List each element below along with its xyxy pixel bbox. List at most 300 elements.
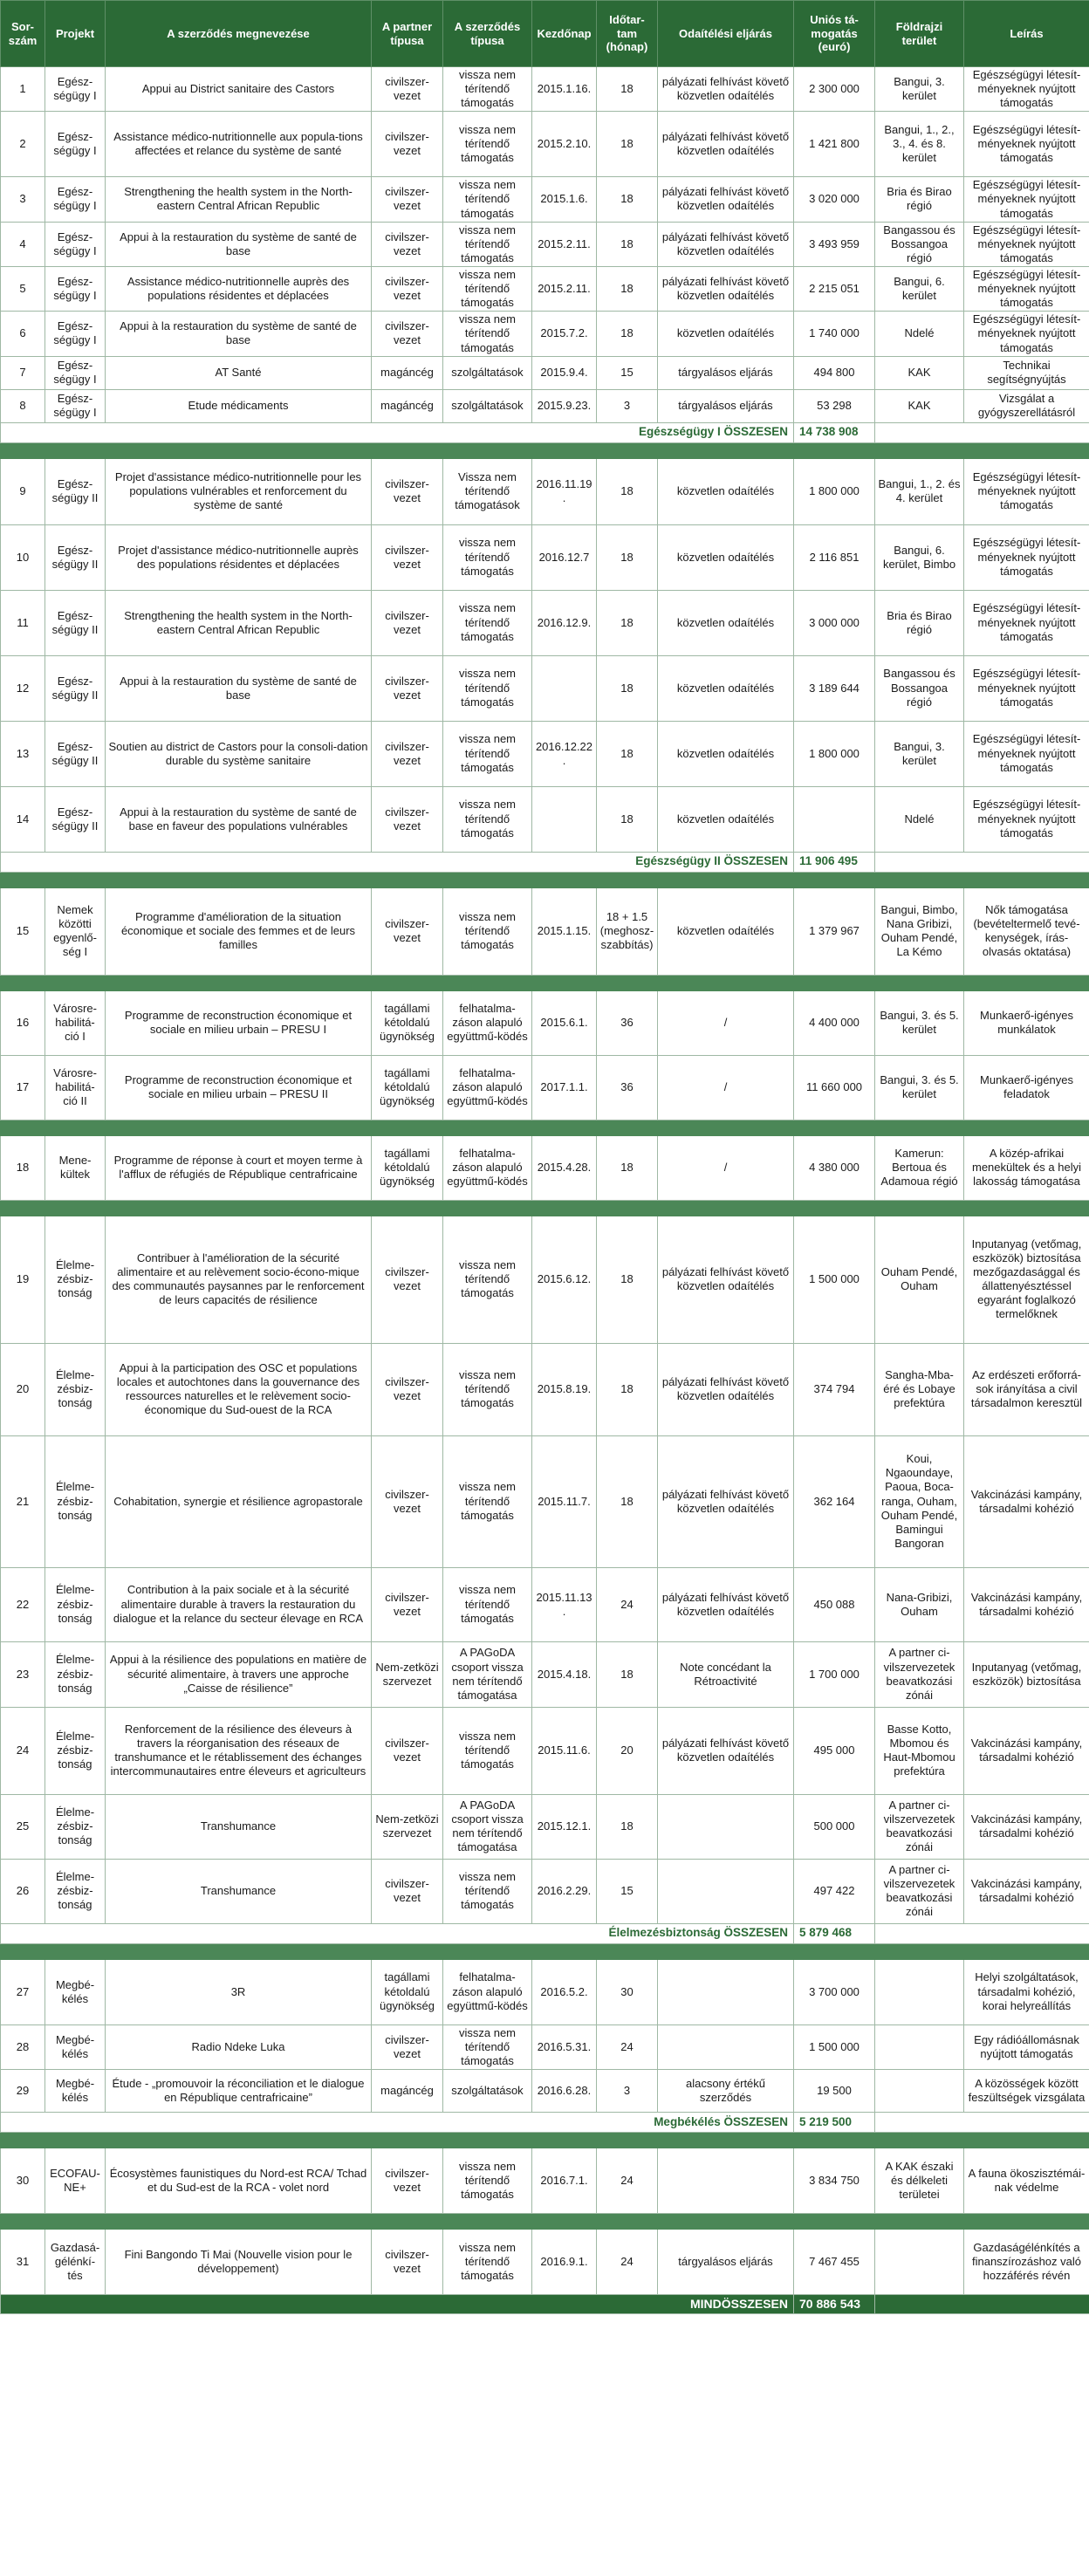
subtotal-row <box>1 852 1089 872</box>
cell-desc: Egészségügyi létesít-ményeknek nyújtott támogatás <box>964 524 1089 590</box>
cell-name: Programme de réponse à court et moyen terme à l'afflux de réfugiés de République centrafricaine <box>106 1135 372 1200</box>
cell-start: 2015.11.7. <box>532 1435 597 1567</box>
cell-duration: 30 <box>597 1959 658 2024</box>
cell-start: 2015.2.11. <box>532 222 597 266</box>
cell-start: 2015.4.28. <box>532 1135 597 1200</box>
group-separator <box>1 442 1089 458</box>
cell-duration: 3 <box>597 389 658 422</box>
cell-name: Assistance médico-nutritionnelle auprès des populations résidentes et déplacées <box>106 266 372 311</box>
cell-procedure <box>658 1859 794 1923</box>
subtotal-label: Élelmezésbiztonság ÖSSZESEN <box>1 1923 794 1943</box>
cell-procedure: / <box>658 990 794 1055</box>
cell-amount: 494 800 <box>794 356 875 389</box>
subtotal-empty <box>875 2112 1089 2132</box>
cell-no: 25 <box>1 1794 45 1859</box>
cell-contract: A PAGoDA csoport vissza nem térítendő támogatása <box>443 1641 532 1707</box>
cell-duration: 18 <box>597 1435 658 1567</box>
cell-area: Bangui, 6. kerület <box>875 266 964 311</box>
group-separator-cell <box>1 872 1089 887</box>
cell-partner: civilszer-vezet <box>372 266 443 311</box>
cell-area <box>875 2069 964 2112</box>
cell-contract: vissza nem térítendő támogatás <box>443 2148 532 2213</box>
cell-no: 17 <box>1 1055 45 1120</box>
group-separator <box>1 2132 1089 2148</box>
cell-project: Élelme-zésbiz-tonság <box>45 1707 106 1794</box>
cell-start: 2017.1.1. <box>532 1055 597 1120</box>
cell-name: Programme d'amélioration de la situation économique et sociale des femmes et de leurs familles <box>106 887 372 975</box>
cell-amount: 1 740 000 <box>794 312 875 356</box>
cell-start: 2015.1.16. <box>532 67 597 112</box>
cell-procedure: közvetlen odaítélés <box>658 887 794 975</box>
cell-duration: 18 <box>597 1135 658 1200</box>
cell-partner: Nem-zetközi szervezet <box>372 1641 443 1707</box>
group-separator <box>1 2213 1089 2229</box>
cell-amount <box>794 786 875 852</box>
table-row <box>1 458 1089 524</box>
cell-duration: 24 <box>597 2229 658 2294</box>
cell-procedure: közvetlen odaítélés <box>658 721 794 786</box>
cell-amount: 362 164 <box>794 1435 875 1567</box>
cell-name: Appui à la restauration du système de santé de base <box>106 222 372 266</box>
cell-desc: Egészségügyi létesít-ményeknek nyújtott támogatás <box>964 458 1089 524</box>
cell-area: A partner ci-vilszervezetek beavatkozási zónái <box>875 1859 964 1923</box>
cell-procedure: pályázati felhívást követő közvetlen odaítélés <box>658 222 794 266</box>
cell-duration: 18 <box>597 1343 658 1435</box>
table-row <box>1 1641 1089 1707</box>
cell-project: Egész-ségügy II <box>45 655 106 721</box>
cell-partner: civilszer-vezet <box>372 312 443 356</box>
cell-no: 1 <box>1 67 45 112</box>
header-procedure: Odaítélési eljárás <box>658 1 794 67</box>
cell-partner: civilszer-vezet <box>372 721 443 786</box>
cell-desc: Vakcinázási kampány, társadalmi kohézió <box>964 1567 1089 1641</box>
group-separator-cell <box>1 1200 1089 1216</box>
cell-partner: Nem-zetközi szervezet <box>372 1794 443 1859</box>
cell-name: Soutien au district de Castors pour la consoli-dation durable du système sanitaire <box>106 721 372 786</box>
cell-procedure <box>658 2024 794 2069</box>
group-separator-cell <box>1 1120 1089 1135</box>
cell-desc: Munkaerő-igényes munkálatok <box>964 990 1089 1055</box>
cell-start: 2016.5.31. <box>532 2024 597 2069</box>
cell-name: Contribuer à l'amélioration de la sécurité alimentaire et au relèvement socio-écono-mique des communautés paysannes par le renforcement de leurs capacités de résilience <box>106 1216 372 1343</box>
cell-area: Bria és Birao régió <box>875 177 964 222</box>
cell-partner: civilszer-vezet <box>372 1567 443 1641</box>
group-separator-cell <box>1 1943 1089 1959</box>
grand-total-row <box>1 2294 1089 2313</box>
table-row <box>1 721 1089 786</box>
cell-no: 31 <box>1 2229 45 2294</box>
cell-contract: szolgáltatások <box>443 2069 532 2112</box>
cell-contract: vissza nem térítendő támogatás <box>443 1435 532 1567</box>
cell-procedure: közvetlen odaítélés <box>658 590 794 655</box>
cell-partner: tagállami kétoldalú ügynökség <box>372 1055 443 1120</box>
cell-area <box>875 1959 964 2024</box>
cell-no: 3 <box>1 177 45 222</box>
cell-start: 2015.2.10. <box>532 112 597 177</box>
cell-partner: tagállami kétoldalú ügynökség <box>372 1959 443 2024</box>
cell-start: 2015.11.6. <box>532 1707 597 1794</box>
cell-desc: Egészségügyi létesít-ményeknek nyújtott támogatás <box>964 312 1089 356</box>
cell-partner: civilszer-vezet <box>372 1216 443 1343</box>
cell-project: Egész-ségügy I <box>45 312 106 356</box>
cell-project: Élelme-zésbiz-tonság <box>45 1567 106 1641</box>
cell-start: 2016.12.22. <box>532 721 597 786</box>
cell-name: Appui à la restauration du système de santé de base en faveur des populations vulnérables <box>106 786 372 852</box>
cell-amount: 53 298 <box>794 389 875 422</box>
cell-duration: 18 <box>597 655 658 721</box>
subtotal-label: Egészségügy I ÖSSZESEN <box>1 422 794 442</box>
table-row <box>1 655 1089 721</box>
cell-area: KAK <box>875 356 964 389</box>
cell-name: Strengthening the health system in the North-eastern Central African Republic <box>106 177 372 222</box>
cell-duration: 3 <box>597 2069 658 2112</box>
cell-start: 2016.11.19. <box>532 458 597 524</box>
cell-contract: vissza nem térítendő támogatás <box>443 524 532 590</box>
cell-name: Projet d'assistance médico-nutritionnelle auprès des populations résidentes et déplacées <box>106 524 372 590</box>
cell-desc: Egészségügyi létesít-ményeknek nyújtott támogatás <box>964 67 1089 112</box>
cell-contract: felhatalma-záson alapuló együttmű-ködés <box>443 990 532 1055</box>
cell-duration: 18 <box>597 1641 658 1707</box>
cell-partner: magáncég <box>372 389 443 422</box>
cell-no: 13 <box>1 721 45 786</box>
cell-name: Appui à la restauration du système de santé de base <box>106 312 372 356</box>
cell-project: Egész-ségügy I <box>45 177 106 222</box>
table-row <box>1 990 1089 1055</box>
table-body <box>1 67 1089 2314</box>
cell-area: A partner ci-vilszervezetek beavatkozási zónái <box>875 1794 964 1859</box>
cell-partner: civilszer-vezet <box>372 2148 443 2213</box>
cell-partner: civilszer-vezet <box>372 590 443 655</box>
cell-procedure: közvetlen odaítélés <box>658 458 794 524</box>
cell-start <box>532 655 597 721</box>
cell-start: 2015.9.23. <box>532 389 597 422</box>
group-separator-cell <box>1 2132 1089 2148</box>
cell-name: 3R <box>106 1959 372 2024</box>
cell-procedure: közvetlen odaítélés <box>658 524 794 590</box>
cell-procedure <box>658 1794 794 1859</box>
cell-partner: civilszer-vezet <box>372 67 443 112</box>
cell-contract: vissza nem térítendő támogatás <box>443 1859 532 1923</box>
cell-no: 20 <box>1 1343 45 1435</box>
cell-amount: 1 700 000 <box>794 1641 875 1707</box>
cell-project: Egész-ségügy I <box>45 222 106 266</box>
cell-start: 2015.7.2. <box>532 312 597 356</box>
cell-project: Megbé-kélés <box>45 1959 106 2024</box>
cell-no: 4 <box>1 222 45 266</box>
cell-start: 2016.5.2. <box>532 1959 597 2024</box>
cell-area: KAK <box>875 389 964 422</box>
cell-desc: Inputanyag (vetőmag, eszközök) biztosítása <box>964 1641 1089 1707</box>
cell-project: Nemek közötti egyenlő-ség I <box>45 887 106 975</box>
header-desc: Leírás <box>964 1 1089 67</box>
cell-name: Programme de reconstruction économique et sociale en milieu urbain – PRESU II <box>106 1055 372 1120</box>
table-row <box>1 112 1089 177</box>
cell-duration: 36 <box>597 1055 658 1120</box>
cell-area: Bangassou és Bossangoa régió <box>875 655 964 721</box>
cell-no: 10 <box>1 524 45 590</box>
cell-no: 28 <box>1 2024 45 2069</box>
cell-area: Bangui, 1., 2. és 4. kerület <box>875 458 964 524</box>
cell-start: 2016.12.9. <box>532 590 597 655</box>
cell-desc: Gazdaságélénkítés a finanszírozáshoz való hozzáférés révén <box>964 2229 1089 2294</box>
cell-desc: Vakcinázási kampány, társadalmi kohézió <box>964 1707 1089 1794</box>
cell-name: AT Santé <box>106 356 372 389</box>
table-row <box>1 1343 1089 1435</box>
cell-duration: 36 <box>597 990 658 1055</box>
cell-name: Radio Ndeke Luka <box>106 2024 372 2069</box>
table-row <box>1 2024 1089 2069</box>
cell-partner: tagállami kétoldalú ügynökség <box>372 1135 443 1200</box>
cell-no: 18 <box>1 1135 45 1200</box>
cell-contract: vissza nem térítendő támogatás <box>443 721 532 786</box>
cell-contract: szolgáltatások <box>443 389 532 422</box>
cell-start: 2016.6.28. <box>532 2069 597 2112</box>
cell-partner: civilszer-vezet <box>372 1707 443 1794</box>
cell-area: A KAK északi és délkeleti területei <box>875 2148 964 2213</box>
cell-no: 2 <box>1 112 45 177</box>
cell-start: 2015.2.11. <box>532 266 597 311</box>
table-row <box>1 1959 1089 2024</box>
table-row <box>1 1216 1089 1343</box>
header-area: Földrajzi terület <box>875 1 964 67</box>
cell-desc: A közép-afrikai menekültek és a helyi lakosság támogatása <box>964 1135 1089 1200</box>
cell-area <box>875 2024 964 2069</box>
subtotal-row <box>1 422 1089 442</box>
cell-project: Városre-habilitá-ció I <box>45 990 106 1055</box>
cell-no: 15 <box>1 887 45 975</box>
cell-start: 2015.11.13. <box>532 1567 597 1641</box>
cell-duration: 18 <box>597 1216 658 1343</box>
subtotal-empty <box>875 852 1089 872</box>
cell-contract: vissza nem térítendő támogatás <box>443 312 532 356</box>
cell-desc: Egészségügyi létesít-ményeknek nyújtott támogatás <box>964 177 1089 222</box>
cell-duration: 24 <box>597 2148 658 2213</box>
cell-procedure: / <box>658 1055 794 1120</box>
cell-duration: 18 <box>597 721 658 786</box>
cell-contract: szolgáltatások <box>443 356 532 389</box>
cell-project: Egész-ségügy I <box>45 112 106 177</box>
cell-duration: 24 <box>597 1567 658 1641</box>
cell-no: 24 <box>1 1707 45 1794</box>
cell-name: Etude médicaments <box>106 389 372 422</box>
cell-desc: A közösségek között feszültségek vizsgálata <box>964 2069 1089 2112</box>
table-row <box>1 524 1089 590</box>
cell-duration: 18 + 1.5 (meghosz-szabbítás) <box>597 887 658 975</box>
cell-amount: 1 500 000 <box>794 2024 875 2069</box>
group-separator <box>1 1943 1089 1959</box>
cell-duration: 18 <box>597 458 658 524</box>
cell-desc: Vakcinázási kampány, társadalmi kohézió <box>964 1859 1089 1923</box>
cell-no: 23 <box>1 1641 45 1707</box>
header-project: Projekt <box>45 1 106 67</box>
cell-duration: 18 <box>597 112 658 177</box>
table-row <box>1 887 1089 975</box>
subtotal-row <box>1 1923 1089 1943</box>
cell-project: Élelme-zésbiz-tonság <box>45 1794 106 1859</box>
cell-duration: 24 <box>597 2024 658 2069</box>
grand-total-empty <box>875 2294 1089 2313</box>
cell-project: Gazdasá-gélénkí-tés <box>45 2229 106 2294</box>
cell-partner: civilszer-vezet <box>372 458 443 524</box>
cell-amount: 2 215 051 <box>794 266 875 311</box>
cell-name: Contribution à la paix sociale et à la sécurité alimentaire durable à travers la restauration du dialogue et la relance du secteur élevage en RCA <box>106 1567 372 1641</box>
header-partner: A partner típusa <box>372 1 443 67</box>
cell-name: Projet d'assistance médico-nutritionnelle pour les populations vulnérables et renforcement du système de santé <box>106 458 372 524</box>
cell-duration: 18 <box>597 222 658 266</box>
cell-project: Egész-ségügy II <box>45 786 106 852</box>
cell-area: Bangassou és Bossangoa régió <box>875 222 964 266</box>
subtotal-amount: 11 906 495 <box>794 852 875 872</box>
cell-procedure: közvetlen odaítélés <box>658 312 794 356</box>
cell-partner: civilszer-vezet <box>372 524 443 590</box>
group-separator <box>1 1200 1089 1216</box>
header-amount: Uniós tá-mogatás (euró) <box>794 1 875 67</box>
cell-procedure: pályázati felhívást követő közvetlen odaítélés <box>658 266 794 311</box>
table-row <box>1 1055 1089 1120</box>
cell-start: 2016.12.7 <box>532 524 597 590</box>
cell-partner: civilszer-vezet <box>372 786 443 852</box>
cell-area: Kamerun: Bertoua és Adamoua régió <box>875 1135 964 1200</box>
cell-duration: 18 <box>597 1794 658 1859</box>
cell-area: Sangha-Mba-éré és Lobaye prefektúra <box>875 1343 964 1435</box>
cell-start: 2015.8.19. <box>532 1343 597 1435</box>
cell-duration: 15 <box>597 356 658 389</box>
cell-partner: civilszer-vezet <box>372 2024 443 2069</box>
cell-project: Városre-habilitá-ció II <box>45 1055 106 1120</box>
cell-amount: 3 189 644 <box>794 655 875 721</box>
table-header-row <box>1 1 1089 67</box>
cell-amount: 4 400 000 <box>794 990 875 1055</box>
cell-duration: 18 <box>597 786 658 852</box>
cell-area: Bangui, 1., 2., 3., 4. és 8. kerület <box>875 112 964 177</box>
cell-area: Bria és Birao régió <box>875 590 964 655</box>
cell-desc: Munkaerő-igényes feladatok <box>964 1055 1089 1120</box>
cell-project: Élelme-zésbiz-tonság <box>45 1641 106 1707</box>
header-start: Kezdőnap <box>532 1 597 67</box>
cell-partner: civilszer-vezet <box>372 1859 443 1923</box>
cell-area: Bangui, 3. és 5. kerület <box>875 1055 964 1120</box>
cell-partner: civilszer-vezet <box>372 655 443 721</box>
cell-procedure <box>658 1959 794 2024</box>
cell-no: 11 <box>1 590 45 655</box>
cell-project: Egész-ségügy II <box>45 458 106 524</box>
group-separator-cell <box>1 442 1089 458</box>
cell-project: Élelme-zésbiz-tonság <box>45 1343 106 1435</box>
table-row <box>1 786 1089 852</box>
cell-area: Bangui, 6. kerület, Bimbo <box>875 524 964 590</box>
cell-area: A partner ci-vilszervezetek beavatkozási zónái <box>875 1641 964 1707</box>
table-row <box>1 312 1089 356</box>
cell-contract: vissza nem térítendő támogatás <box>443 1707 532 1794</box>
cell-desc: Helyi szolgáltatások, társadalmi kohézió, korai helyreállítás <box>964 1959 1089 2024</box>
cell-start <box>532 786 597 852</box>
cell-duration: 18 <box>597 590 658 655</box>
cell-project: Egész-ségügy I <box>45 389 106 422</box>
cell-name: Assistance médico-nutritionnelle aux popula-tions affectées et relance du système de santé <box>106 112 372 177</box>
cell-amount: 3 000 000 <box>794 590 875 655</box>
cell-area: Ndelé <box>875 312 964 356</box>
cell-desc: Technikai segítségnyújtás <box>964 356 1089 389</box>
cell-no: 8 <box>1 389 45 422</box>
table-row <box>1 389 1089 422</box>
cell-amount: 3 020 000 <box>794 177 875 222</box>
cell-area: Bangui, 3. kerület <box>875 721 964 786</box>
cell-amount: 19 500 <box>794 2069 875 2112</box>
table-row <box>1 2229 1089 2294</box>
cell-no: 21 <box>1 1435 45 1567</box>
cell-no: 5 <box>1 266 45 311</box>
cell-desc: Egészségügyi létesít-ményeknek nyújtott támogatás <box>964 786 1089 852</box>
cell-name: Programme de reconstruction économique et sociale en milieu urbain – PRESU I <box>106 990 372 1055</box>
subtotal-amount: 5 879 468 <box>794 1923 875 1943</box>
cell-duration: 18 <box>597 266 658 311</box>
cell-duration: 18 <box>597 524 658 590</box>
table-row <box>1 1435 1089 1567</box>
table-row <box>1 1567 1089 1641</box>
subtotal-row <box>1 2112 1089 2132</box>
cell-desc: Egy rádióállomásnak nyújtott támogatás <box>964 2024 1089 2069</box>
cell-contract: vissza nem térítendő támogatás <box>443 2229 532 2294</box>
cell-procedure <box>658 2148 794 2213</box>
cell-procedure: / <box>658 1135 794 1200</box>
cell-procedure: pályázati felhívást követő közvetlen odaítélés <box>658 1216 794 1343</box>
cell-start: 2015.4.18. <box>532 1641 597 1707</box>
cell-no: 26 <box>1 1859 45 1923</box>
cell-name: Strengthening the health system in the North-eastern Central African Republic <box>106 590 372 655</box>
cell-area: Ndelé <box>875 786 964 852</box>
subtotal-amount: 14 738 908 <box>794 422 875 442</box>
cell-name: Appui à la participation des OSC et populations locales et autochtones dans la gouvernance des ressources naturelles et le relèvement socio-économique du Sud-ouest de la RCA <box>106 1343 372 1435</box>
cell-start: 2015.6.12. <box>532 1216 597 1343</box>
cell-procedure: pályázati felhívást követő közvetlen odaítélés <box>658 1435 794 1567</box>
cell-desc: A fauna ökoszisztémái-nak védelme <box>964 2148 1089 2213</box>
cell-amount: 495 000 <box>794 1707 875 1794</box>
cell-project: Egész-ségügy I <box>45 67 106 112</box>
header-name: A szerződés megnevezése <box>106 1 372 67</box>
table-row <box>1 1859 1089 1923</box>
cell-contract: felhatalma-záson alapuló együttmű-ködés <box>443 1135 532 1200</box>
cell-partner: tagállami kétoldalú ügynökség <box>372 990 443 1055</box>
cell-contract: vissza nem térítendő támogatás <box>443 112 532 177</box>
cell-start: 2015.6.1. <box>532 990 597 1055</box>
table-row <box>1 266 1089 311</box>
table-row <box>1 1794 1089 1859</box>
cell-procedure: Note concédant la Rétroactivité <box>658 1641 794 1707</box>
cell-no: 16 <box>1 990 45 1055</box>
cell-amount: 1 379 967 <box>794 887 875 975</box>
header-contract: A szerződés típusa <box>443 1 532 67</box>
cell-start: 2016.9.1. <box>532 2229 597 2294</box>
cell-partner: civilszer-vezet <box>372 1435 443 1567</box>
cell-procedure: pályázati felhívást követő közvetlen odaítélés <box>658 1707 794 1794</box>
subtotal-amount: 5 219 500 <box>794 2112 875 2132</box>
cell-procedure: pályázati felhívást követő közvetlen odaítélés <box>658 1343 794 1435</box>
subtotal-empty <box>875 1923 1089 1943</box>
cell-amount: 497 422 <box>794 1859 875 1923</box>
cell-no: 9 <box>1 458 45 524</box>
cell-procedure: tárgyalásos eljárás <box>658 2229 794 2294</box>
cell-no: 12 <box>1 655 45 721</box>
cell-amount: 1 500 000 <box>794 1216 875 1343</box>
cell-project: Egész-ségügy I <box>45 356 106 389</box>
cell-amount: 374 794 <box>794 1343 875 1435</box>
cell-project: Megbé-kélés <box>45 2069 106 2112</box>
cell-name: Transhumance <box>106 1859 372 1923</box>
cell-no: 7 <box>1 356 45 389</box>
cell-contract: vissza nem térítendő támogatás <box>443 222 532 266</box>
cell-partner: civilszer-vezet <box>372 1343 443 1435</box>
cell-amount: 500 000 <box>794 1794 875 1859</box>
